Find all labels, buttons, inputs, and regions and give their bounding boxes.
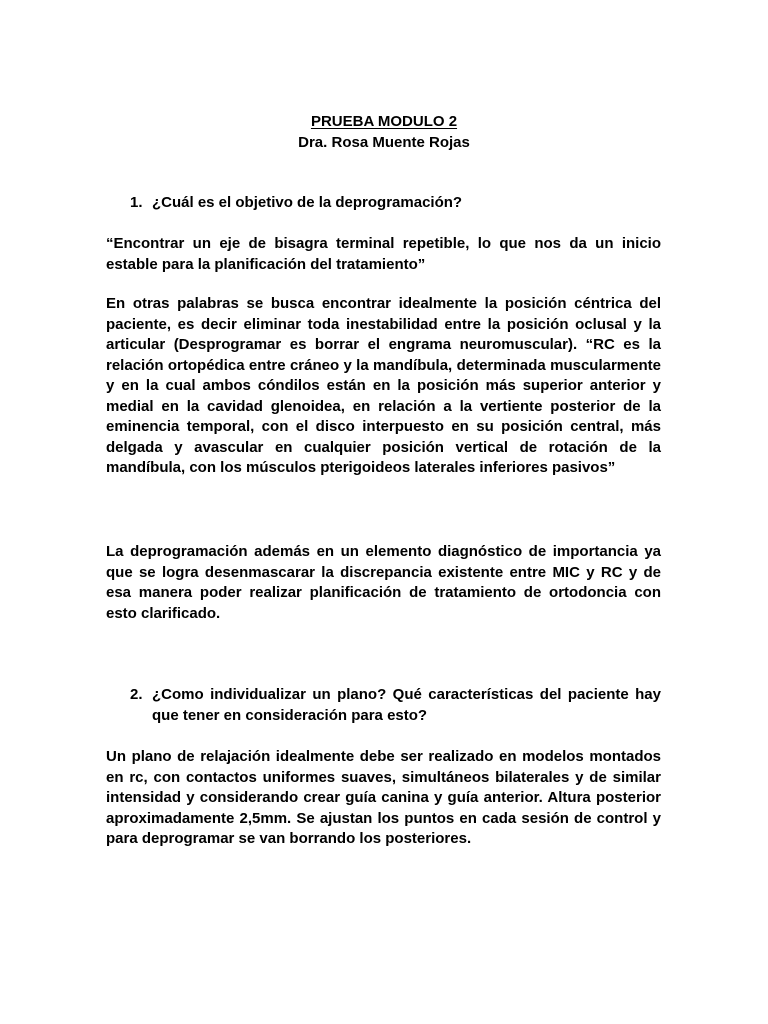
question-number: 2. [130, 686, 143, 703]
question-number: 1. [130, 194, 143, 211]
answer-paragraph: En otras palabras se busca encontrar idealmente la posición céntrica del paciente, es decir eliminar toda inestabilidad entre la posición oclusal y la articular (Desprogramar es borrar el engrama neuromuscular). “RC es la relación ortopédica entre cráneo y la mandíbula, determinada muscularmente y en la cual ambos cóndilos están en la posición más superior anterior y medial en la cavidad glenoidea, en relación a la vertiente posterior de la eminencia temporal, con el disco interpuesto en su posición central, más delgada y avascular en cualquier posición vertical de rotación de la mandíbula, con los músculos pterigoideos laterales inferiores pasivos” [106, 295, 661, 476]
answer-paragraph: “Encontrar un eje de bisagra terminal repetible, lo que nos da un inicio estable para la planificación del tratamiento” [106, 235, 661, 273]
document-title: PRUEBA MODULO 2 [310, 113, 458, 130]
answer-paragraph: Un plano de relajación idealmente debe ser realizado en modelos montados en rc, con contactos uniformes suaves, simultáneos bilaterales y de similar intensidad y considerando crear guía canina y guía anterior. Altura posterior aproximadamente 2,5mm. Se ajustan los puntos en cada sesión de control y para deprogramar se van borrando los posteriores. [106, 748, 661, 847]
answer-paragraph: La deprogramación además en un elemento diagnóstico de importancia ya que se logra desenmascarar la discrepancia existente entre MIC y RC y de esa manera poder realizar planificación de tratamiento de ortodoncia con esto clarificado. [106, 543, 661, 622]
question-1 [130, 193, 661, 214]
question-text: ¿Como individualizar un plano? Qué características del paciente hay que tener en consideración para esto? [152, 686, 661, 724]
document-author: Dra. Rosa Muente Rojas [298, 134, 470, 151]
question-2 [130, 685, 661, 726]
question-text: ¿Cuál es el objetivo de la deprogramación? [152, 194, 463, 211]
